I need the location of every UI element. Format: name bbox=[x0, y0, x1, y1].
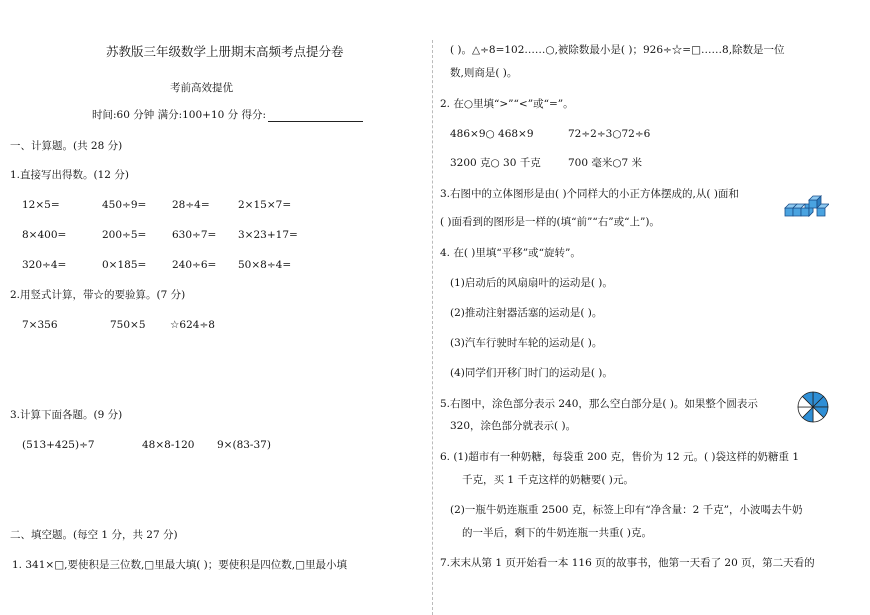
fraction-circle-icon bbox=[796, 390, 830, 424]
section2-heading: 二、填空题。(每空 1 分，共 27 分) bbox=[10, 529, 178, 541]
fill-q1-cont-line1: ( )。△÷8=102……○,被除数最小是( )；926÷☆=□……8,除数是一位 bbox=[450, 44, 785, 56]
calc-cell: 630÷7= bbox=[172, 229, 217, 241]
calc-cell: 50×8÷4= bbox=[238, 259, 292, 271]
calc-cell: 8×400= bbox=[22, 229, 67, 241]
calc-cell: 240÷6= bbox=[172, 259, 217, 271]
page-title: 苏教版三年级数学上册期末高频考点提分卷 bbox=[106, 44, 344, 59]
page-subtitle: 考前高效提优 bbox=[170, 82, 233, 94]
vertical-calc-item: ☆624÷8 bbox=[170, 319, 215, 331]
compare-item: 486×9○ 468×9 bbox=[450, 128, 534, 140]
fill-q4-item: (1)启动后的风扇扇叶的运动是( )。 bbox=[450, 277, 613, 289]
calc-cell: 450÷9= bbox=[102, 199, 147, 211]
mixed-calc-item: (513+425)÷7 bbox=[22, 439, 95, 451]
exam-info-text: 时间:60 分钟 满分:100+10 分 得分: bbox=[92, 109, 267, 121]
calc-cell: 12×5= bbox=[22, 199, 60, 211]
compare-item: 3200 克○ 30 千克 bbox=[450, 157, 541, 169]
fill-q4-item: (3)汽车行驶时车轮的运动是( )。 bbox=[450, 337, 603, 349]
vertical-calc-item: 7×356 bbox=[22, 319, 58, 331]
compare-item: 72÷2÷3○72÷6 bbox=[568, 128, 651, 140]
calc-cell: 2×15×7= bbox=[238, 199, 292, 211]
fill-q4-label: 4. 在( )里填“平移”或“旋转”。 bbox=[440, 247, 581, 259]
q1-label: 1.直接写出得数。(12 分) bbox=[10, 169, 129, 181]
calc-cell: 200÷5= bbox=[102, 229, 147, 241]
calc-cell: 0×185= bbox=[102, 259, 147, 271]
mixed-calc-item: 9×(83-37) bbox=[217, 439, 271, 451]
mixed-calc-item: 48×8-120 bbox=[142, 439, 195, 451]
fill-q7-line1: 7.末末从第 1 页开始看一本 116 页的故事书，他第一天看了 20 页，第二天看的 bbox=[440, 557, 815, 569]
fill-q6-line1: 6. (1)超市有一种奶糖，每袋重 200 克，售价为 12 元。( )袋这样的奶糖重 1 bbox=[440, 451, 800, 463]
fill-q4-item: (4)同学们开移门时门的运动是( )。 bbox=[450, 367, 613, 379]
fill-q5-line2: 320，涂色部分就表示( )。 bbox=[450, 420, 577, 432]
fill-q1-start: 1. 341×□,要使积是三位数,□里最大填( )；要使积是四位数,□里最小填 bbox=[12, 559, 347, 571]
calc-cell: 28÷4= bbox=[172, 199, 210, 211]
column-divider bbox=[432, 40, 433, 615]
exam-info bbox=[92, 108, 363, 122]
calc-cell: 320÷4= bbox=[22, 259, 67, 271]
compare-item: 700 毫米○7 米 bbox=[568, 157, 643, 169]
fill-q3-line2: ( )面看到的图形是一样的(填“前”“右”或“上”)。 bbox=[440, 216, 660, 228]
fill-q2-label: 2. 在○里填“>”“<”或“=”。 bbox=[440, 98, 574, 110]
q2-label: 2.用竖式计算，带☆的要验算。(7 分) bbox=[10, 289, 186, 301]
fill-q6-line2: 千克，买 1 千克这样的奶糖要( )元。 bbox=[462, 474, 634, 486]
fill-q6-line3: (2)一瓶牛奶连瓶重 2500 克，标签上印有“净含量：2 千克”，小波喝去牛奶 bbox=[450, 504, 803, 516]
fill-q5-line1: 5.右图中，涂色部分表示 240，那么空白部分是( )。如果整个圆表示 bbox=[440, 398, 758, 410]
fill-q1-cont-line2: 数,则商是( )。 bbox=[450, 67, 518, 79]
q3-label: 3.计算下面各题。(9 分) bbox=[10, 409, 123, 421]
vertical-calc-item: 750×5 bbox=[110, 319, 146, 331]
cube-stack-icon bbox=[783, 194, 829, 220]
fill-q3-line1: 3.右图中的立体图形是由( )个同样大的小正方体摆成的,从( )面和 bbox=[440, 188, 739, 200]
section1-heading: 一、计算题。(共 28 分) bbox=[10, 140, 123, 152]
fill-q4-item: (2)推动注射器活塞的运动是( )。 bbox=[450, 307, 603, 319]
score-blank[interactable] bbox=[268, 111, 363, 122]
calc-cell: 3×23+17= bbox=[238, 229, 298, 241]
fill-q6-line4: 的一半后，剩下的牛奶连瓶一共重( )克。 bbox=[462, 527, 653, 539]
